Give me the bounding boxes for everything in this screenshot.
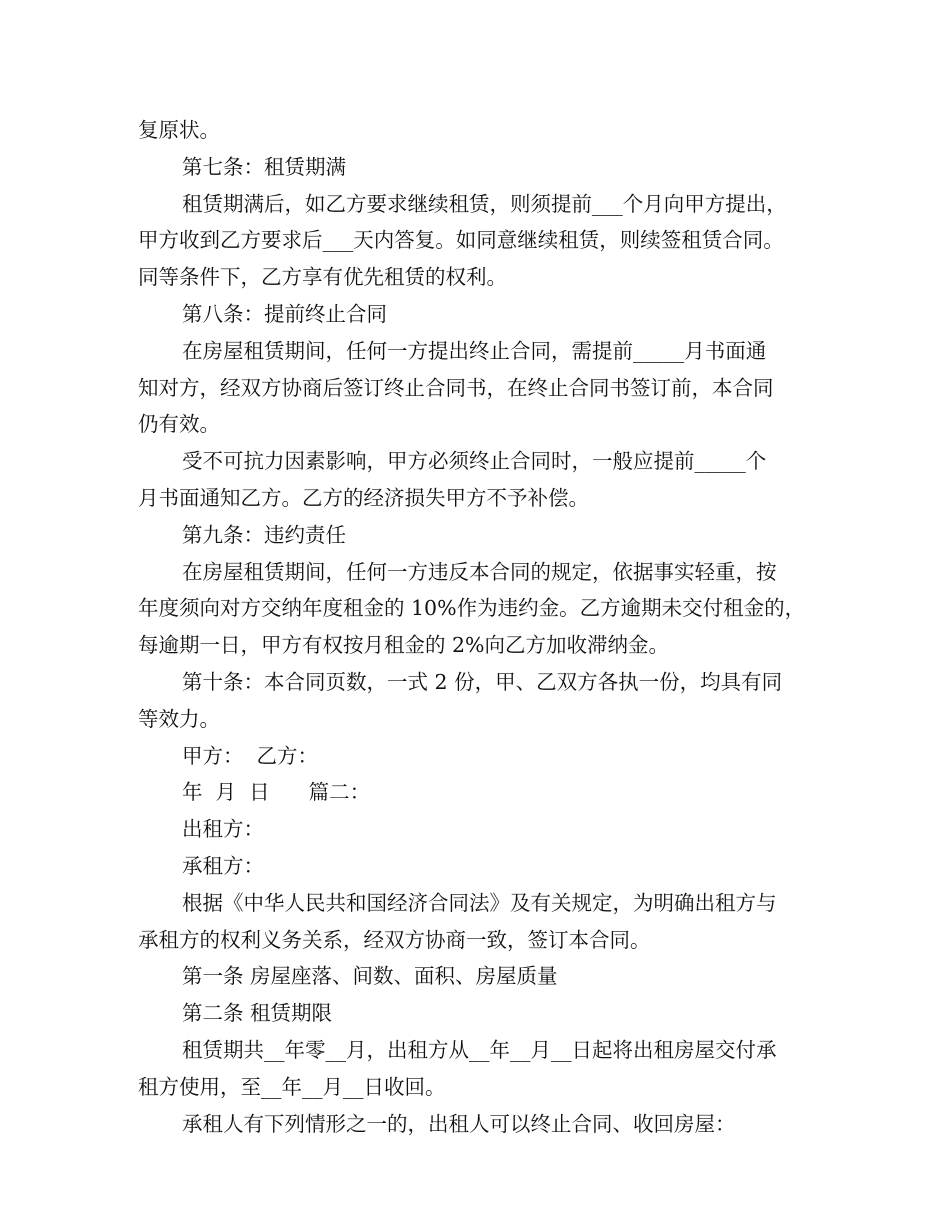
document-body: [138, 112, 814, 1142]
text-line: 根据《中华人民共和国经济合同法》及有关规定，为明确出租方与: [182, 890, 777, 915]
text-line: 每逾期一日，甲方有权按月租金的 2%向乙方加收滞纳金。: [138, 633, 670, 658]
text-line: 年 月 日 篇二：: [182, 780, 371, 805]
text-line: 第一条 房屋座落、间数、面积、房屋质量: [182, 964, 558, 989]
text-line: 月书面通知乙方。乙方的经济损失甲方不予补偿。: [138, 485, 589, 510]
text-line: 第八条：提前终止合同: [182, 301, 387, 326]
text-line: 承租方：: [182, 853, 264, 878]
text-line: 知对方，经双方协商后签订终止合同书，在终止合同书签订前，本合同: [138, 375, 774, 400]
text-line: 第九条：违约责任: [182, 522, 346, 547]
text-line: 第十条：本合同页数，一式 2 份，甲、乙双方各执一份，均具有同: [182, 669, 783, 694]
text-line: 在房屋租赁期间，任何一方提出终止合同，需提前_____月书面通: [182, 338, 767, 363]
text-line: 年度须向对方交纳年度租金的 10%作为违约金。乙方逾期未交付租金的，: [138, 596, 806, 621]
text-line: 复原状。: [138, 118, 220, 142]
text-line: 租赁期共__年零__月，出租方从__年__月__日起将出租房屋交付承: [182, 1037, 777, 1062]
text-line: 承租人有下列情形之一的，出租人可以终止合同、收回房屋：: [182, 1111, 736, 1136]
text-line: 同等条件下，乙方享有优先租赁的权利。: [138, 265, 507, 290]
text-line: 甲方收到乙方要求后___天内答复。如同意继续租赁，则续签租赁合同。: [138, 228, 784, 253]
text-line: 租方使用，至__年__月__日收回。: [138, 1074, 446, 1099]
text-line: 租赁期满后，如乙方要求继续租赁，则须提前___个月向甲方提出，: [182, 191, 787, 216]
text-line: 受不可抗力因素影响，甲方必须终止合同时，一般应提前_____个: [182, 449, 767, 474]
text-line: 出租方：: [182, 817, 264, 842]
text-line: 仍有效。: [138, 412, 220, 437]
text-line: 承租方的权利义务关系，经双方协商一致，签订本合同。: [138, 927, 651, 952]
text-line: 在房屋租赁期间，任何一方违反本合同的规定，依据事实轻重，按: [182, 559, 777, 584]
text-line: 甲方： 乙方：: [182, 743, 319, 768]
text-line: 等效力。: [138, 706, 220, 731]
text-line: 第二条 租赁期限: [182, 1001, 333, 1026]
text-line: 第七条：租赁期满: [182, 154, 346, 179]
